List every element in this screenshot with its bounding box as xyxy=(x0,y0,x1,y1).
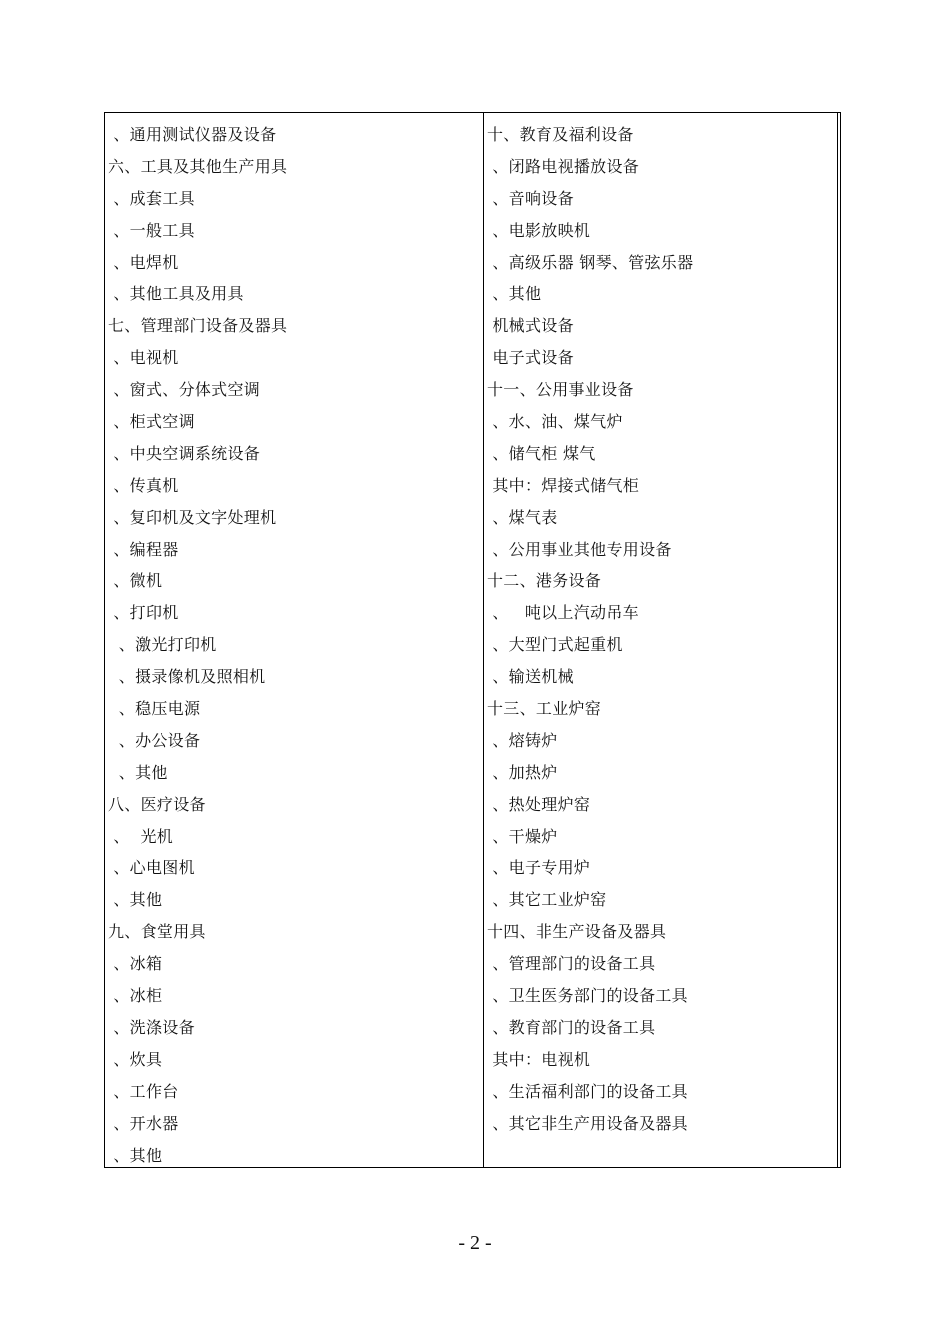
page-number: - 2 - xyxy=(458,1232,492,1254)
list-item: 其中：焊接式储气柜 xyxy=(487,475,640,495)
list-item: 、音响设备 xyxy=(487,188,574,208)
list-item: 、 吨以上汽动吊车 xyxy=(487,603,639,623)
list-item: 、教育部门的设备工具 xyxy=(487,1017,656,1037)
list-item: 、稳压电源 xyxy=(108,699,201,719)
list-item: 十三、工业炉窑 xyxy=(487,699,602,719)
list-item: 、加热炉 xyxy=(487,762,558,782)
list-item: 、电焊机 xyxy=(108,252,179,272)
list-item: 、卫生医务部门的设备工具 xyxy=(487,986,688,1006)
list-item: 、其它工业炉窑 xyxy=(487,890,607,910)
list-item: 、高级乐器 钢琴、管弦乐器 xyxy=(487,252,694,272)
list-item: 、心电图机 xyxy=(108,858,195,878)
list-item: 、打印机 xyxy=(108,603,179,623)
list-item: 、开水器 xyxy=(108,1113,179,1133)
list-item: 十一、公用事业设备 xyxy=(487,380,634,400)
list-item: 、微机 xyxy=(108,571,163,591)
list-item: 、其他工具及用具 xyxy=(108,284,244,304)
list-item: 、闭路电视播放设备 xyxy=(487,156,640,176)
list-item: 、煤气表 xyxy=(487,507,558,527)
list-item: 、热处理炉窑 xyxy=(487,794,591,814)
list-item: 、通用测试仪器及设备 xyxy=(108,125,277,144)
list-item: 十二、港务设备 xyxy=(487,571,602,591)
list-item: 其中：电视机 xyxy=(487,1049,591,1069)
list-item: 、其他 xyxy=(108,762,168,782)
list-item: 、编程器 xyxy=(108,539,179,559)
list-item: 七、管理部门设备及器具 xyxy=(108,316,288,336)
list-item: 、洗涤设备 xyxy=(108,1017,195,1037)
list-item: 、复印机及文字处理机 xyxy=(108,507,277,527)
list-item: 、冰柜 xyxy=(108,986,163,1006)
list-item: 、激光打印机 xyxy=(108,635,217,655)
list-item: 、电子专用炉 xyxy=(487,858,591,878)
list-item: 机械式设备 xyxy=(487,316,574,336)
list-item: 八、医疗设备 xyxy=(108,794,206,814)
equipment-category-table xyxy=(104,112,841,1168)
list-item: 九、食堂用具 xyxy=(108,922,206,942)
list-item: 、储气柜 煤气 xyxy=(487,443,596,463)
list-item: 、熔铸炉 xyxy=(487,730,558,750)
column-divider xyxy=(483,113,484,1167)
list-item: 、水、油、煤气炉 xyxy=(487,412,623,432)
right-column xyxy=(487,122,693,1143)
list-item: 、电影放映机 xyxy=(487,220,591,240)
list-item: 、炊具 xyxy=(108,1049,163,1069)
list-item: 、 光机 xyxy=(108,826,174,846)
list-item: 六、工具及其他生产用具 xyxy=(108,156,288,176)
list-item: 、办公设备 xyxy=(108,730,201,750)
list-item: 、其他 xyxy=(108,890,163,910)
list-item: 、工作台 xyxy=(108,1081,179,1101)
left-column xyxy=(108,122,287,1174)
list-item: 、输送机械 xyxy=(487,667,574,687)
list-item: 电子式设备 xyxy=(487,348,574,368)
list-item: 、窗式、分体式空调 xyxy=(108,380,261,400)
list-item: 十、教育及福利设备 xyxy=(487,125,634,144)
list-item: 、中央空调系统设备 xyxy=(108,443,261,463)
list-item: 、干燥炉 xyxy=(487,826,558,846)
list-item: 、其他 xyxy=(108,1145,163,1165)
list-item: 、冰箱 xyxy=(108,954,163,974)
list-item: 、大型门式起重机 xyxy=(487,635,623,655)
list-item: 、摄录像机及照相机 xyxy=(108,667,266,687)
list-item: 、其它非生产用设备及器具 xyxy=(487,1113,688,1133)
list-item: 、传真机 xyxy=(108,475,179,495)
list-item: 、一般工具 xyxy=(108,220,195,240)
list-item: 、生活福利部门的设备工具 xyxy=(487,1081,688,1101)
list-item: 、公用事业其他专用设备 xyxy=(487,539,672,559)
list-item: 、其他 xyxy=(487,284,542,304)
list-item: 、成套工具 xyxy=(108,188,195,208)
list-item: 、管理部门的设备工具 xyxy=(487,954,656,974)
list-item: 、柜式空调 xyxy=(108,412,195,432)
list-item: 十四、非生产设备及器具 xyxy=(487,922,667,942)
list-item: 、电视机 xyxy=(108,348,179,368)
